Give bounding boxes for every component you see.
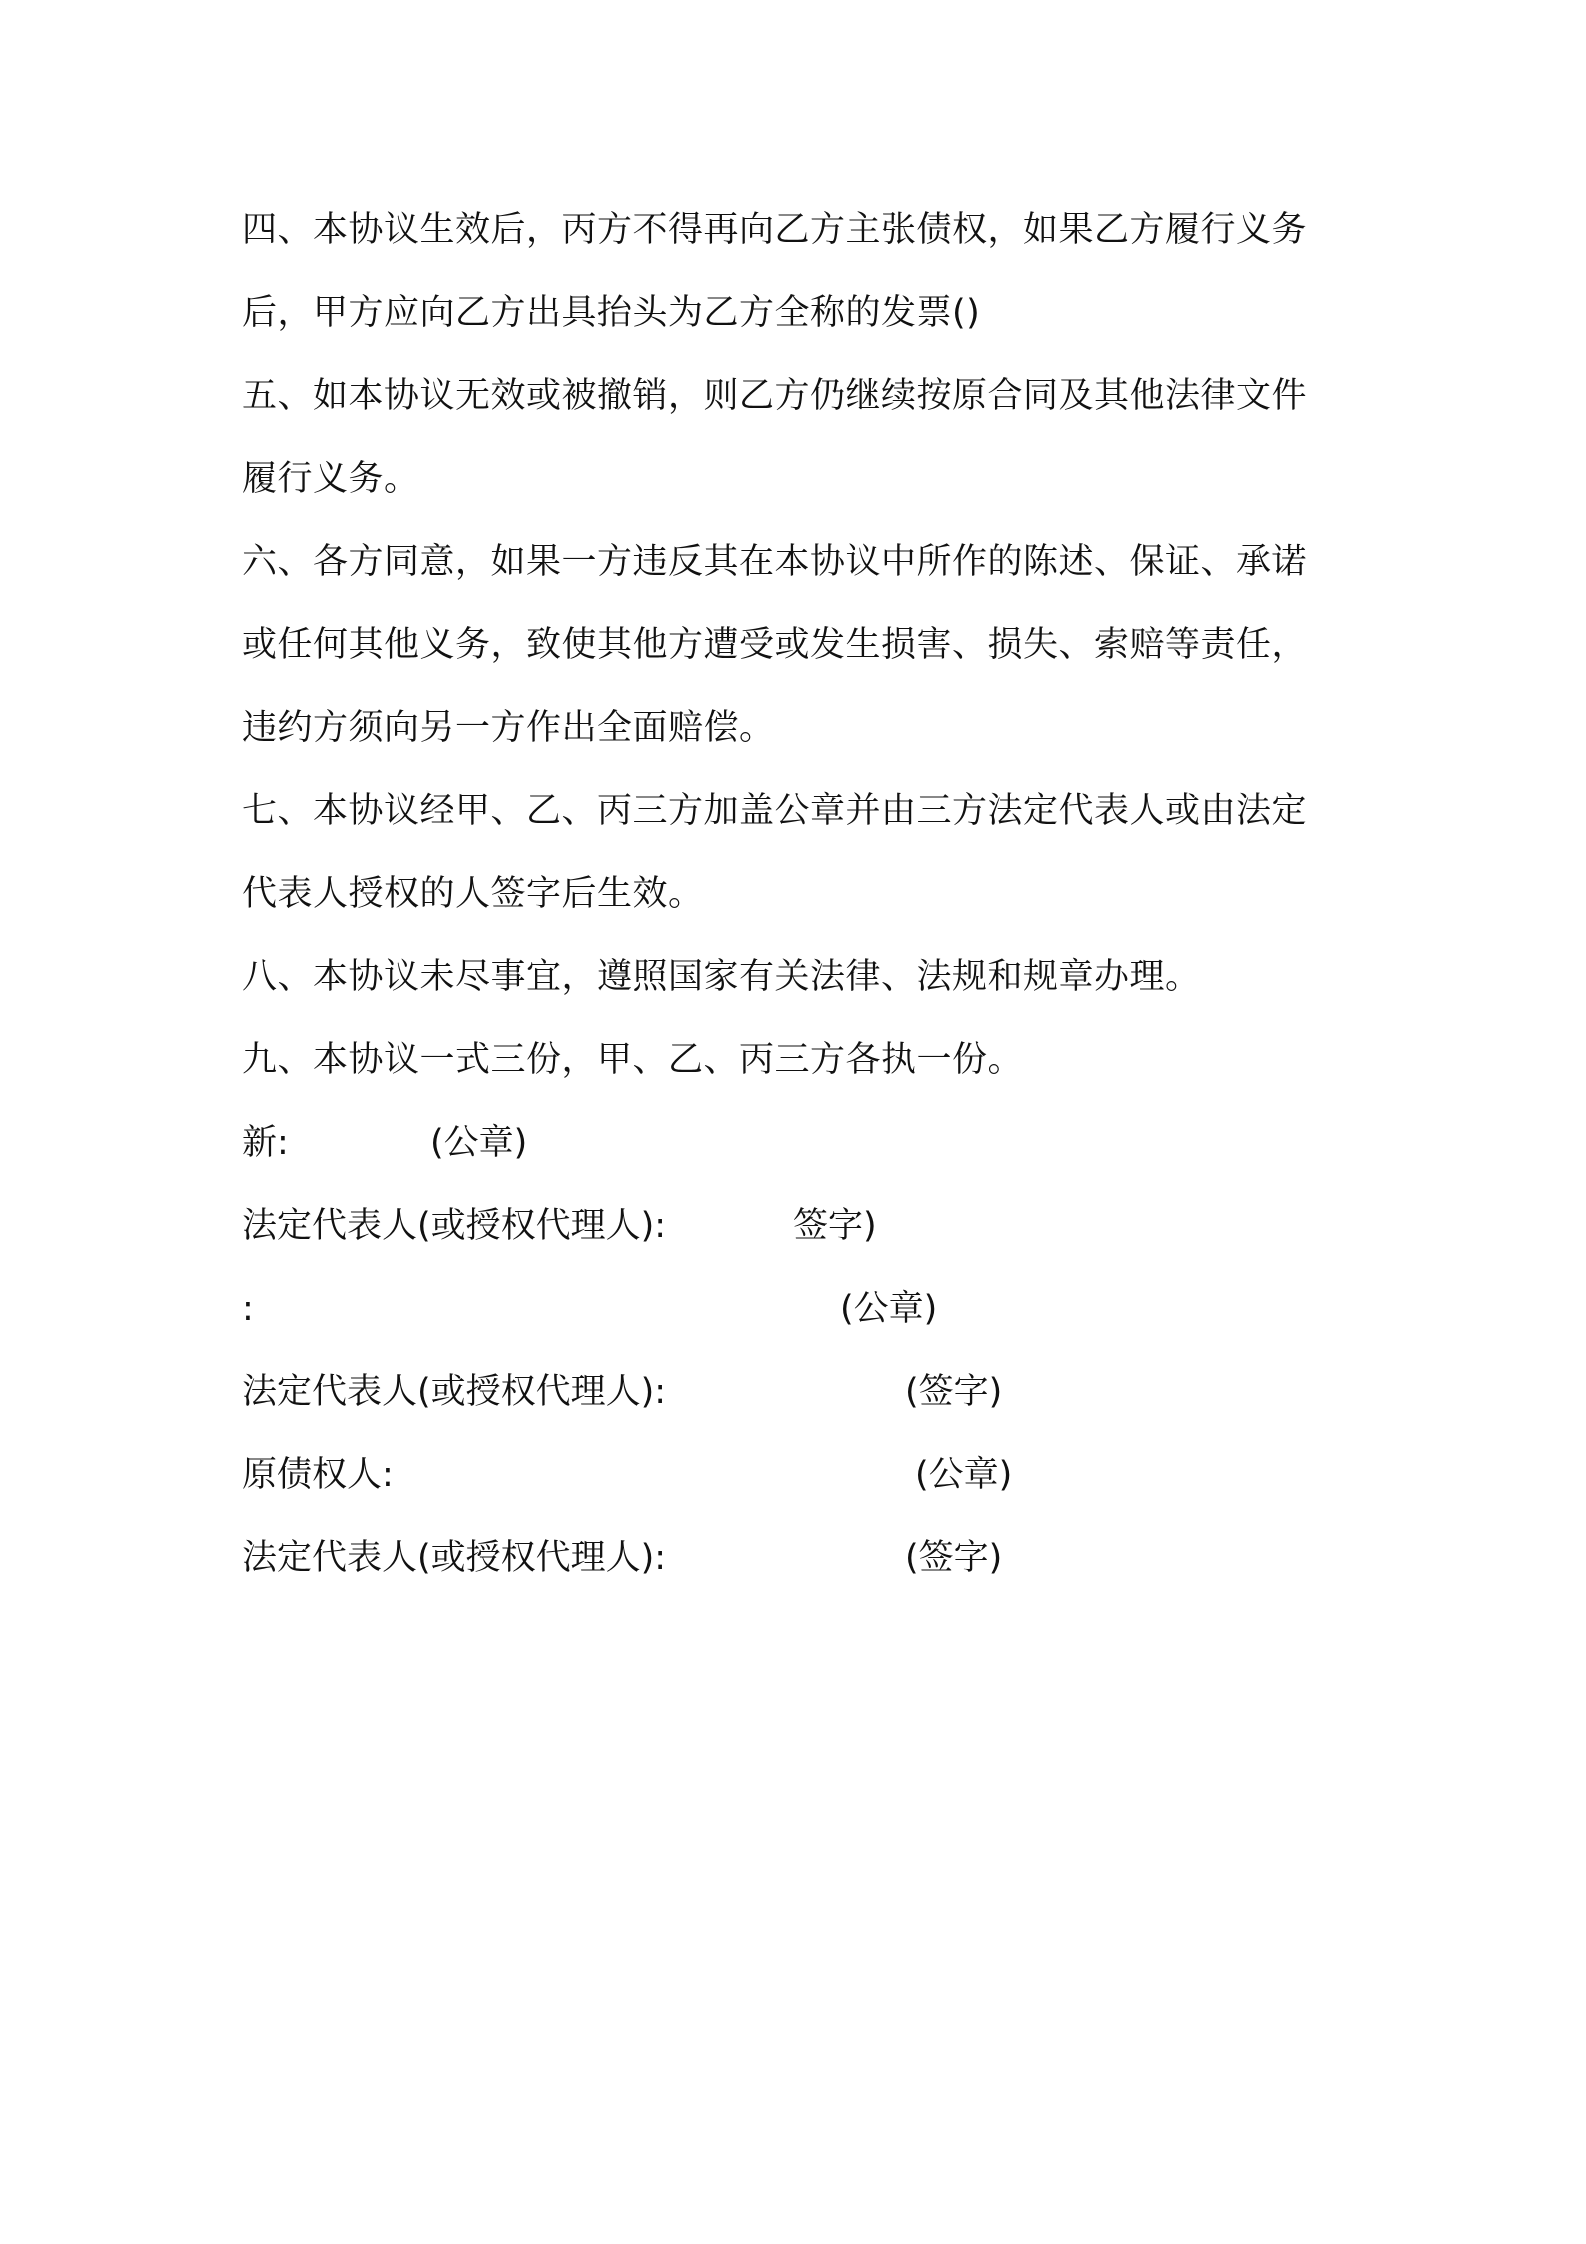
party-blank-seal: (公章) <box>840 1289 938 1329</box>
clause-6-line-2: 或任何其他义务，致使其他方遭受或发生损害、损失、索赔等责任， <box>242 625 1308 665</box>
clause-9-line-1: 九、本协议一式三份，甲、乙、丙三方各执一份。 <box>242 1040 1024 1080</box>
original-creditor-signature: (签字) <box>905 1538 1003 1578</box>
original-creditor-representative-label: 法定代表人(或授权代理人): <box>242 1538 667 1578</box>
clause-5-line-1: 五、如本协议无效或被撤销，则乙方仍继续按原合同及其他法律文件 <box>242 376 1308 416</box>
party-blank-representative-label: 法定代表人(或授权代理人): <box>242 1372 667 1412</box>
clause-6-line-3: 违约方须向另一方作出全面赔偿。 <box>242 708 775 748</box>
clause-4-line-2: 后，甲方应向乙方出具抬头为乙方全称的发票() <box>242 293 981 333</box>
clause-4-line-1: 四、本协议生效后，丙方不得再向乙方主张债权，如果乙方履行义务 <box>242 210 1308 250</box>
party-new-representative-label: 法定代表人(或授权代理人): <box>242 1206 667 1246</box>
party-blank-signature: (签字) <box>905 1372 1003 1412</box>
party-blank-label: : <box>242 1289 254 1329</box>
clause-7-line-2: 代表人授权的人签字后生效。 <box>242 874 704 914</box>
clause-8-line-1: 八、本协议未尽事宜，遵照国家有关法律、法规和规章办理。 <box>242 957 1201 997</box>
original-creditor-label: 原债权人: <box>242 1455 394 1495</box>
party-new-signature: 签字) <box>793 1206 877 1246</box>
original-creditor-seal: (公章) <box>915 1455 1013 1495</box>
clause-5-line-2: 履行义务。 <box>242 459 420 499</box>
clause-6-line-1: 六、各方同意，如果一方违反其在本协议中所作的陈述、保证、承诺 <box>242 542 1308 582</box>
clause-7-line-1: 七、本协议经甲、乙、丙三方加盖公章并由三方法定代表人或由法定 <box>242 791 1308 831</box>
party-new-label: 新: <box>242 1123 289 1163</box>
party-new-seal: (公章) <box>430 1123 528 1163</box>
